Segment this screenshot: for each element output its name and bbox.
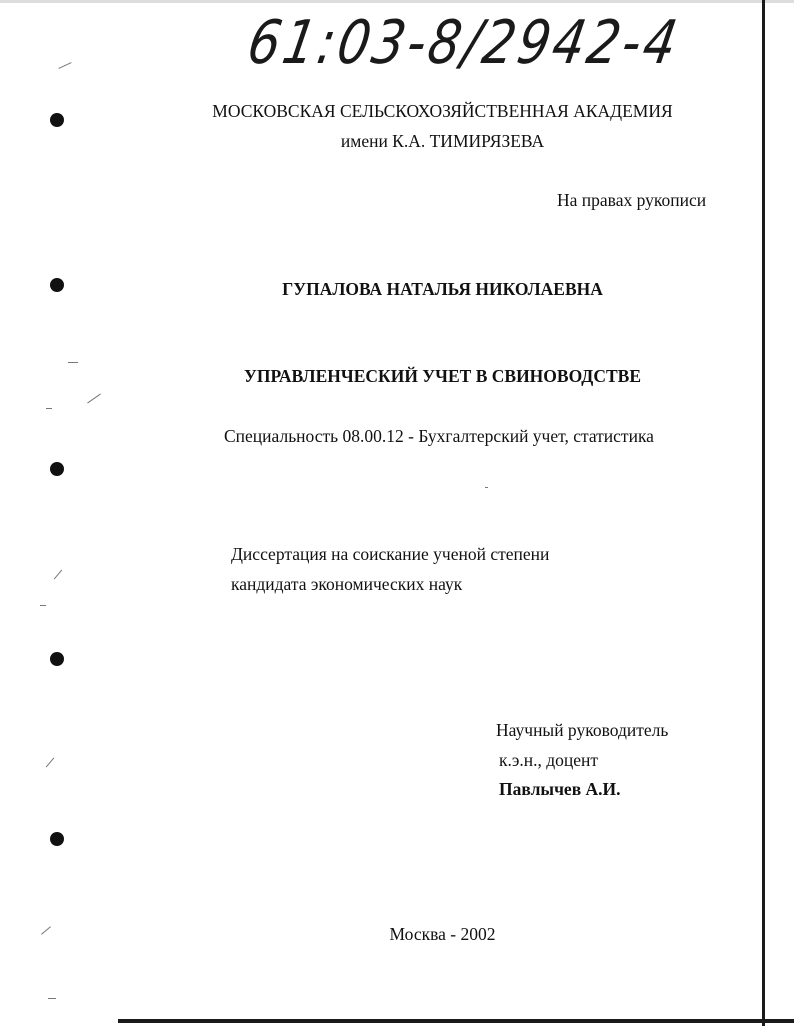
- institution-named-after: имени К.А. ТИМИРЯЗЕВА: [340, 131, 545, 151]
- scan-speck: [54, 570, 62, 580]
- scan-bottom-edge: [118, 1019, 794, 1023]
- scan-speck: [40, 605, 46, 606]
- supervisor-rank: к.э.н., доцент: [499, 750, 599, 770]
- scan-speck: [58, 62, 71, 69]
- scan-speck: [68, 362, 78, 363]
- supervisor-label: Научный руководитель: [496, 720, 669, 740]
- scan-speck: [485, 487, 488, 488]
- degree-line-1: Диссертация на соискание ученой степени: [231, 544, 550, 564]
- scan-top-edge: [0, 0, 794, 3]
- binding-hole: [50, 832, 64, 846]
- author-name: ГУПАЛОВА НАТАЛЬЯ НИКОЛАЕВНА: [282, 279, 603, 299]
- degree-line-2: кандидата экономических наук: [231, 574, 463, 594]
- dissertation-title: УПРАВЛЕНЧЕСКИЙ УЧЕТ В СВИНОВОДСТВЕ: [243, 366, 642, 386]
- binding-hole: [50, 652, 64, 666]
- scan-speck: [48, 998, 56, 999]
- city-year: Москва - 2002: [389, 924, 496, 944]
- scan-speck: [87, 394, 101, 404]
- manuscript-rights: На правах рукописи: [557, 190, 707, 210]
- supervisor-name: Павлычев А.И.: [499, 779, 621, 799]
- scan-right-edge: [762, 0, 765, 1026]
- institution-name: МОСКОВСКАЯ СЕЛЬСКОХОЗЯЙСТВЕННАЯ АКАДЕМИЯ: [212, 101, 673, 121]
- specialty: Специальность 08.00.12 - Бухгалтерский учет, статистика: [224, 426, 654, 446]
- handwritten-catalog-number: 61:03-8/2942-4: [242, 8, 685, 78]
- binding-hole: [50, 462, 64, 476]
- scan-speck: [46, 408, 52, 409]
- scan-speck: [46, 758, 54, 768]
